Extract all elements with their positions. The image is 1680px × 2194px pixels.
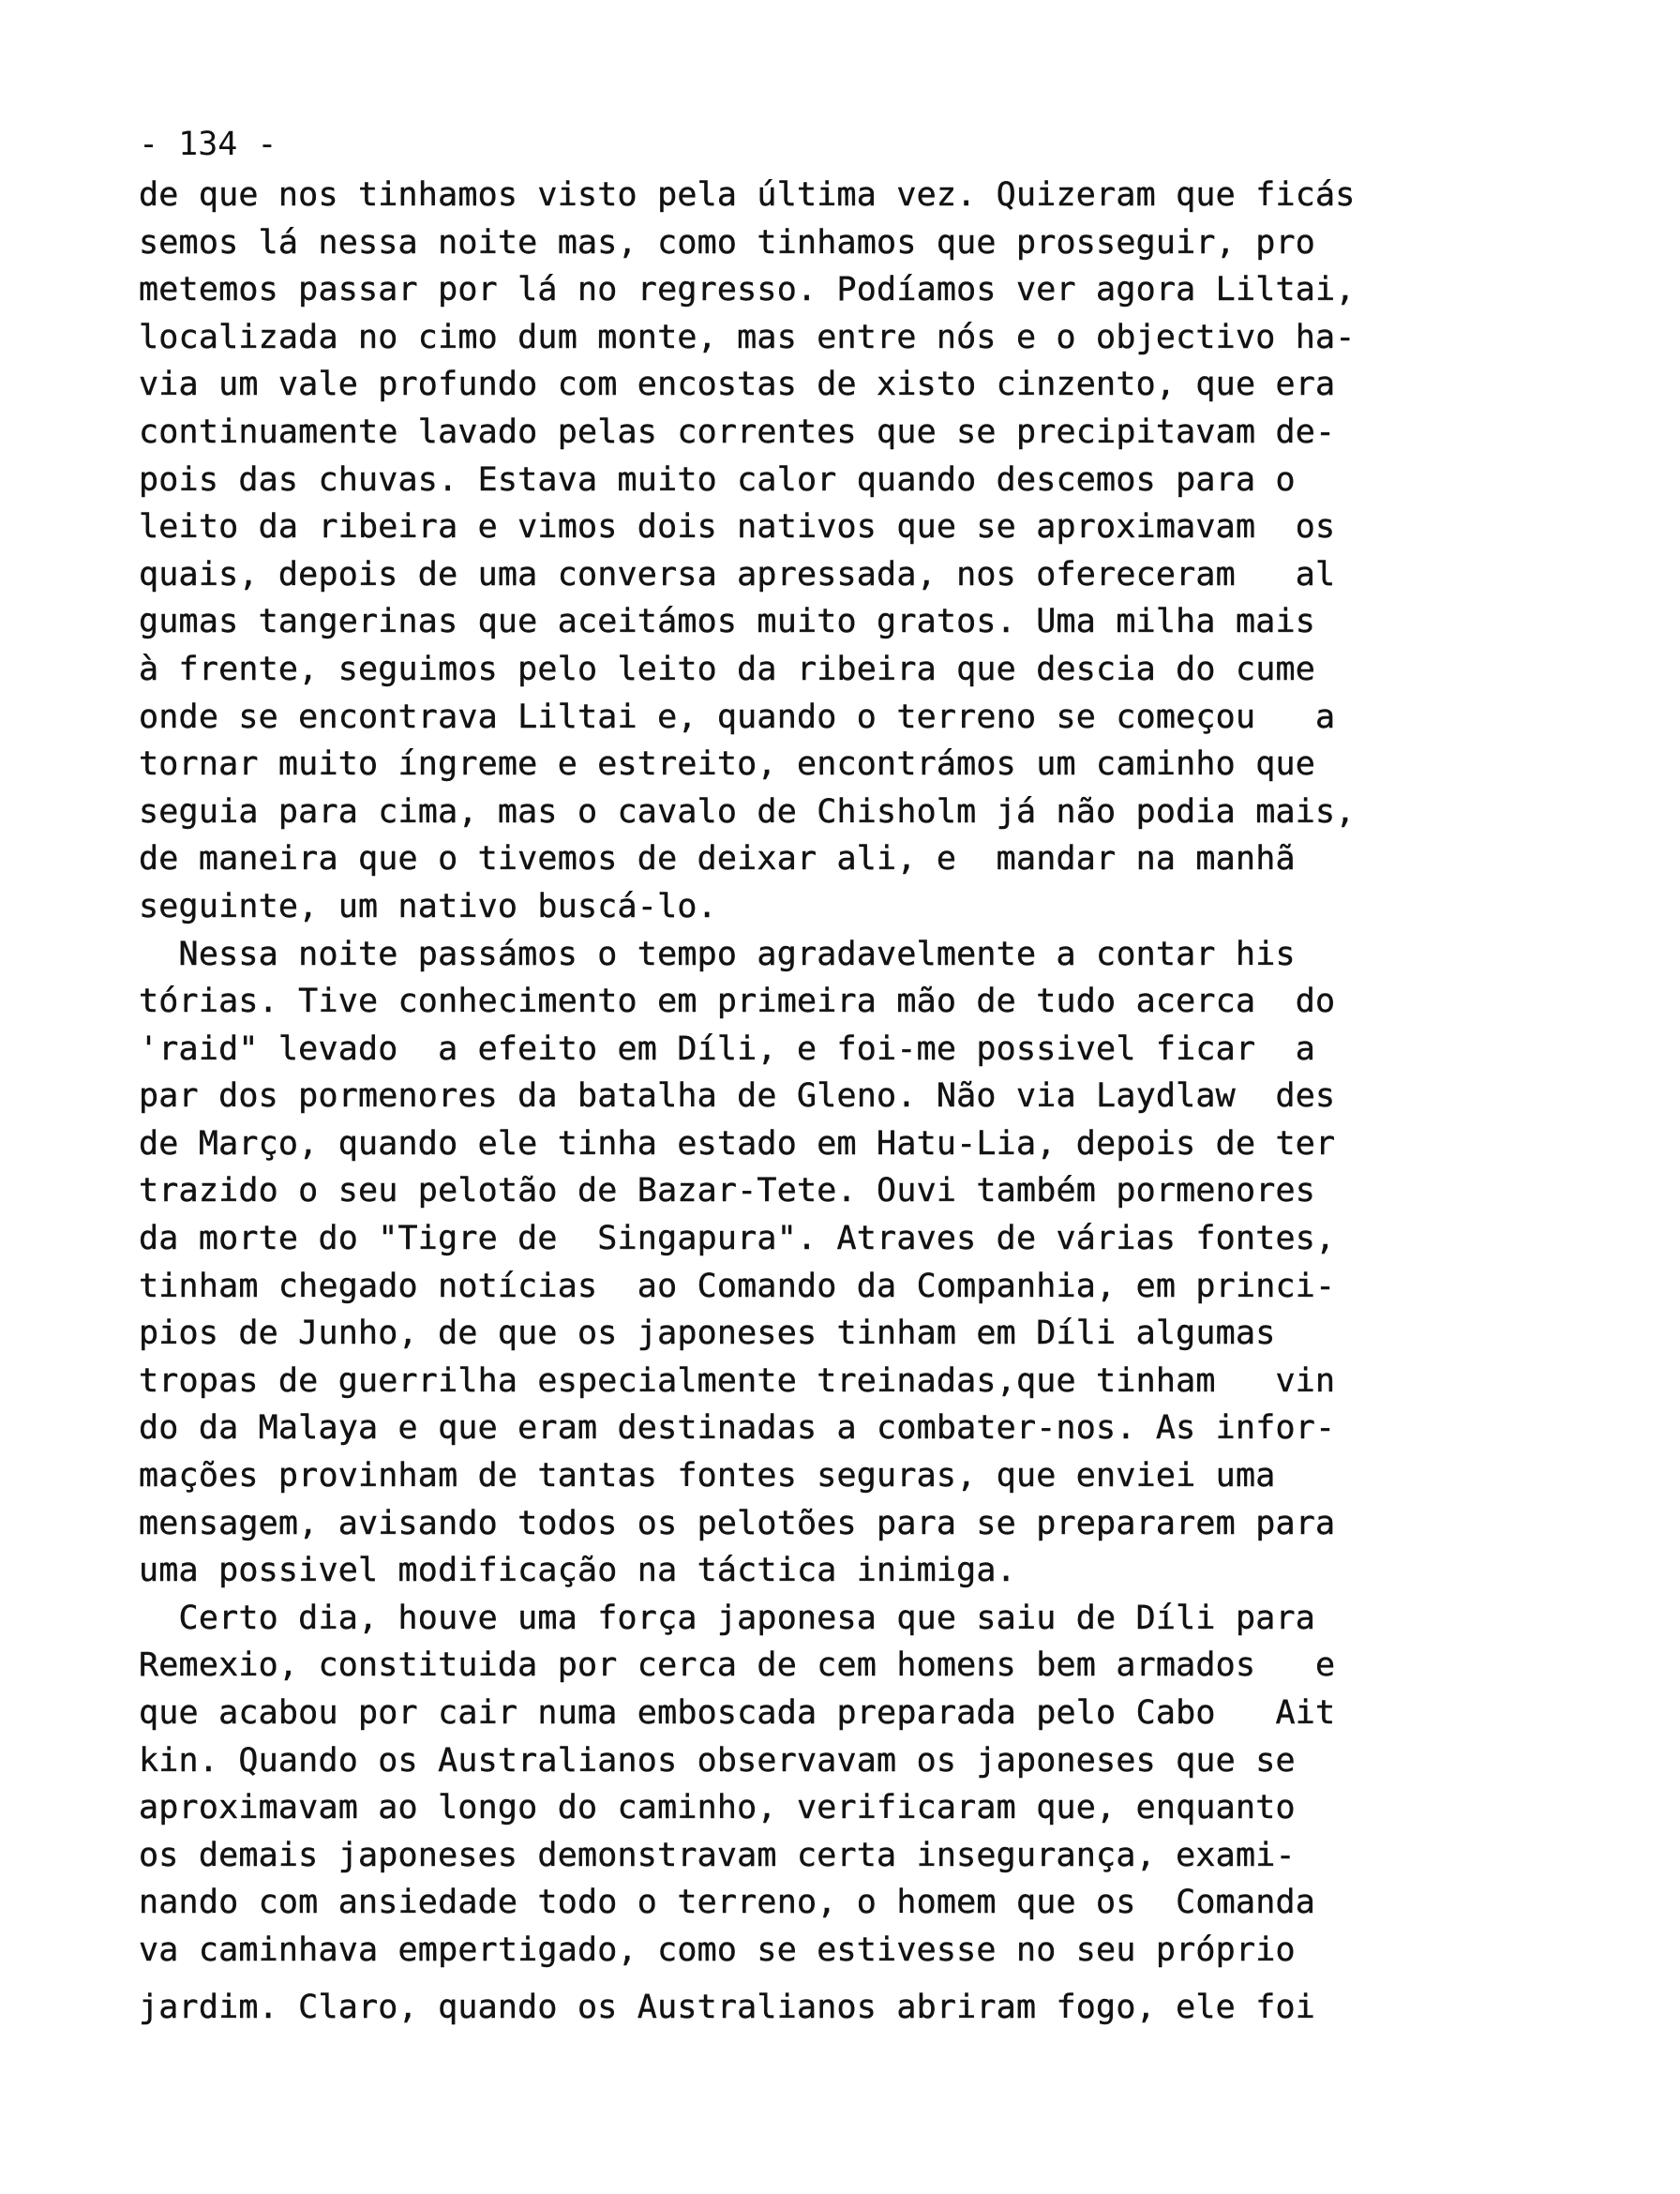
text-line: aproximavam ao longo do caminho, verificaram que, enquanto <box>139 1789 1296 1827</box>
text-line: mensagem, avisando todos os pelotões para se prepararem para <box>139 1504 1336 1542</box>
text-line: kin. Quando os Australianos observavam os japoneses que se <box>139 1741 1296 1780</box>
text-line: de Março, quando ele tinha estado em Hatu-Lia, depois de ter <box>139 1124 1336 1163</box>
text-line: metemos passar por lá no regresso. Podíamos ver agora Liltai, <box>139 271 1356 309</box>
typed-text-body <box>139 172 1545 2031</box>
text-line: continuamente lavado pelas correntes que se precipitavam de- <box>139 413 1336 451</box>
text-line: seguinte, um nativo buscá-lo. <box>139 887 717 925</box>
text-line: gumas tangerinas que aceitámos muito gratos. Uma milha mais <box>139 603 1316 641</box>
page-number: - 134 - <box>139 126 278 163</box>
text-line: mações provinham de tantas fontes seguras, que enviei uma <box>139 1457 1276 1495</box>
text-line: va caminhava empertigado, como se estivesse no seu próprio <box>139 1931 1296 1969</box>
text-line: via um vale profundo com encostas de xisto cinzento, que era <box>139 366 1336 404</box>
text-line: 'raid" levado a efeito em Díli, e foi-me possivel ficar a <box>139 1029 1316 1068</box>
text-line: semos lá nessa noite mas, como tinhamos que prosseguir, pro <box>139 223 1316 262</box>
text-line: localizada no cimo dum monte, mas entre nós e o objectivo ha- <box>139 318 1356 356</box>
text-line: tórias. Tive conhecimento em primeira mão de tudo acerca do <box>139 983 1336 1021</box>
text-line: tornar muito íngreme e estreito, encontrámos um caminho que <box>139 745 1316 784</box>
text-line: pois das chuvas. Estava muito calor quando descemos para o <box>139 460 1296 499</box>
text-line: de maneira que o tivemos de deixar ali, e mandar na manhã <box>139 840 1296 879</box>
text-line: leito da ribeira e vimos dois nativos que se aproximavam os <box>139 508 1336 547</box>
text-line: de que nos tinhamos visto pela última vez. Quizeram que ficás <box>139 176 1356 214</box>
text-line: onde se encontrava Liltai e, quando o terreno se começou a <box>139 698 1336 736</box>
text-line: que acabou por cair numa emboscada preparada pelo Cabo Ait <box>139 1694 1336 1732</box>
text-line: Nessa noite passámos o tempo agradavelmente a contar his <box>139 935 1296 973</box>
text-line: par dos pormenores da batalha de Gleno. Não via Laydlaw des <box>139 1077 1336 1116</box>
text-line: seguia para cima, mas o cavalo de Chisholm já não podia mais, <box>139 792 1356 831</box>
text-line: Certo dia, houve uma força japonesa que saiu de Díli para <box>139 1599 1316 1637</box>
text-line: tinham chegado notícias ao Comando da Companhia, em princi- <box>139 1267 1336 1305</box>
text-line: os demais japoneses demonstravam certa insegurança, exami- <box>139 1836 1296 1874</box>
text-line: da morte do "Tigre de Singapura". Atraves de várias fontes, <box>139 1220 1336 1258</box>
text-line: quais, depois de uma conversa apressada, nos ofereceram al <box>139 555 1336 594</box>
text-line: tropas de guerrilha especialmente treinadas,que tinham vin <box>139 1361 1336 1400</box>
text-line: jardim. Claro, quando os Australianos abriram fogo, ele foi <box>139 1988 1316 2026</box>
text-line: do da Malaya e que eram destinadas a combater-nos. As infor- <box>139 1409 1336 1448</box>
text-line: pios de Junho, de que os japoneses tinham em Díli algumas <box>139 1315 1276 1353</box>
text-line: nando com ansiedade todo o terreno, o homem que os Comanda <box>139 1884 1316 1922</box>
text-line: trazido o seu pelotão de Bazar-Tete. Ouvi também pormenores <box>139 1172 1316 1210</box>
text-line: uma possivel modificação na táctica inimiga. <box>139 1552 1016 1590</box>
text-line: à frente, seguimos pelo leito da ribeira que descia do cume <box>139 650 1316 688</box>
text-line: Remexio, constituida por cerca de cem homens bem armados e <box>139 1646 1336 1685</box>
